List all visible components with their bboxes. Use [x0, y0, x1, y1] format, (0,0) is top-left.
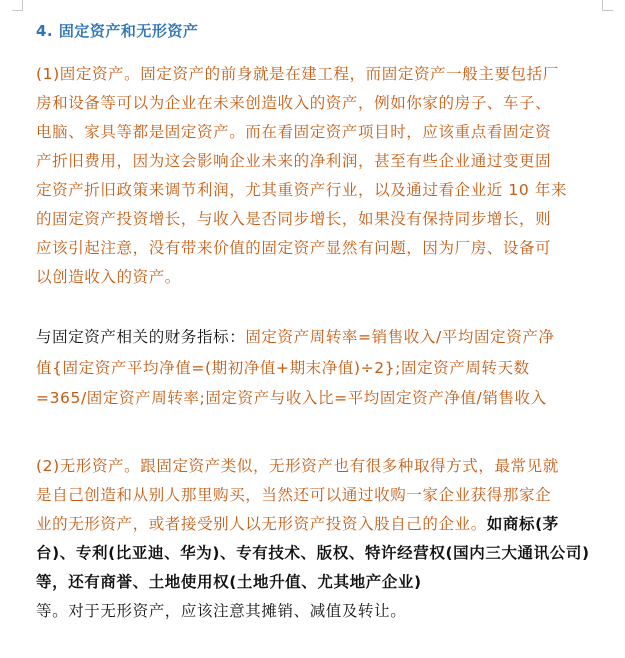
text-line: 定资产折旧政策来调节利润，尤其重资产行业，以及通过看企业近 10 年来 — [36, 181, 568, 199]
indicators-text: 固定资产周转率=销售收入/平均固定资产净 — [245, 328, 555, 346]
text-line: 产折旧费用，因为这会影响企业未来的净利润，甚至有些企业通过变更固 — [36, 152, 552, 170]
text-line: 以创造收入的资产。 — [36, 268, 181, 286]
text-line: 应该引起注意，没有带来价值的固定资产显然有问题，因为厂房、设备可 — [36, 239, 552, 257]
indicators-prefix: 与固定资产相关的财务指标： — [36, 328, 246, 346]
text-line: 等。对于无形资产，应该注意其摊销、减值及转让。 — [36, 602, 407, 620]
text-line: 是自己创造和从别人那里购买，当然还可以通过收购一家企业获得那家企 — [36, 486, 552, 504]
intangible-examples: 如商标(茅 — [486, 515, 559, 533]
text-line: (2)无形资产。跟固定资产类似，无形资产也有很多种取得方式，最常见就 — [36, 457, 559, 475]
text-line — [36, 322, 606, 353]
financial-indicators-paragraph — [36, 322, 606, 414]
intangible-text: 业的无形资产，或者接受别人以无形资产投资入股自己的企业。 — [36, 515, 487, 533]
text-line — [36, 510, 606, 539]
text-line: =365/固定资产周转率;固定资产与收入比=平均固定资产净值/销售收入 — [36, 389, 547, 407]
text-line: 值{固定资产平均净值=(期初净值+期末净值)÷2};固定资产周转天数 — [36, 358, 530, 377]
page-corner-mark-right — [602, 0, 613, 11]
fixed-assets-paragraph — [36, 60, 606, 292]
text-line: 的固定资产投资增长，与收入是否同步增长，如果没有保持同步增长，则 — [36, 210, 552, 228]
text-line: 电脑、家具等都是固定资产。而在看固定资产项目时，应该重点看固定资 — [36, 123, 552, 141]
page-corner-mark-left — [12, 0, 23, 11]
text-line: (1)固定资产。固定资产的前身就是在建工程，而固定资产一般主要包括厂 — [36, 65, 559, 83]
text-line: 台)、专利(比亚迪、华为)、专有技术、版权、特许经营权(国内三大通讯公司) — [36, 544, 590, 562]
text-line: 房和设备等可以为企业在未来创造收入的资产，例如你家的房子、车子、 — [36, 94, 552, 112]
text-line: 等，还有商誉、土地使用权(土地升值、尤其地产企业) — [36, 573, 422, 591]
section-heading: 4. 固定资产和无形资产 — [36, 22, 199, 40]
intangible-assets-paragraph — [36, 452, 606, 626]
